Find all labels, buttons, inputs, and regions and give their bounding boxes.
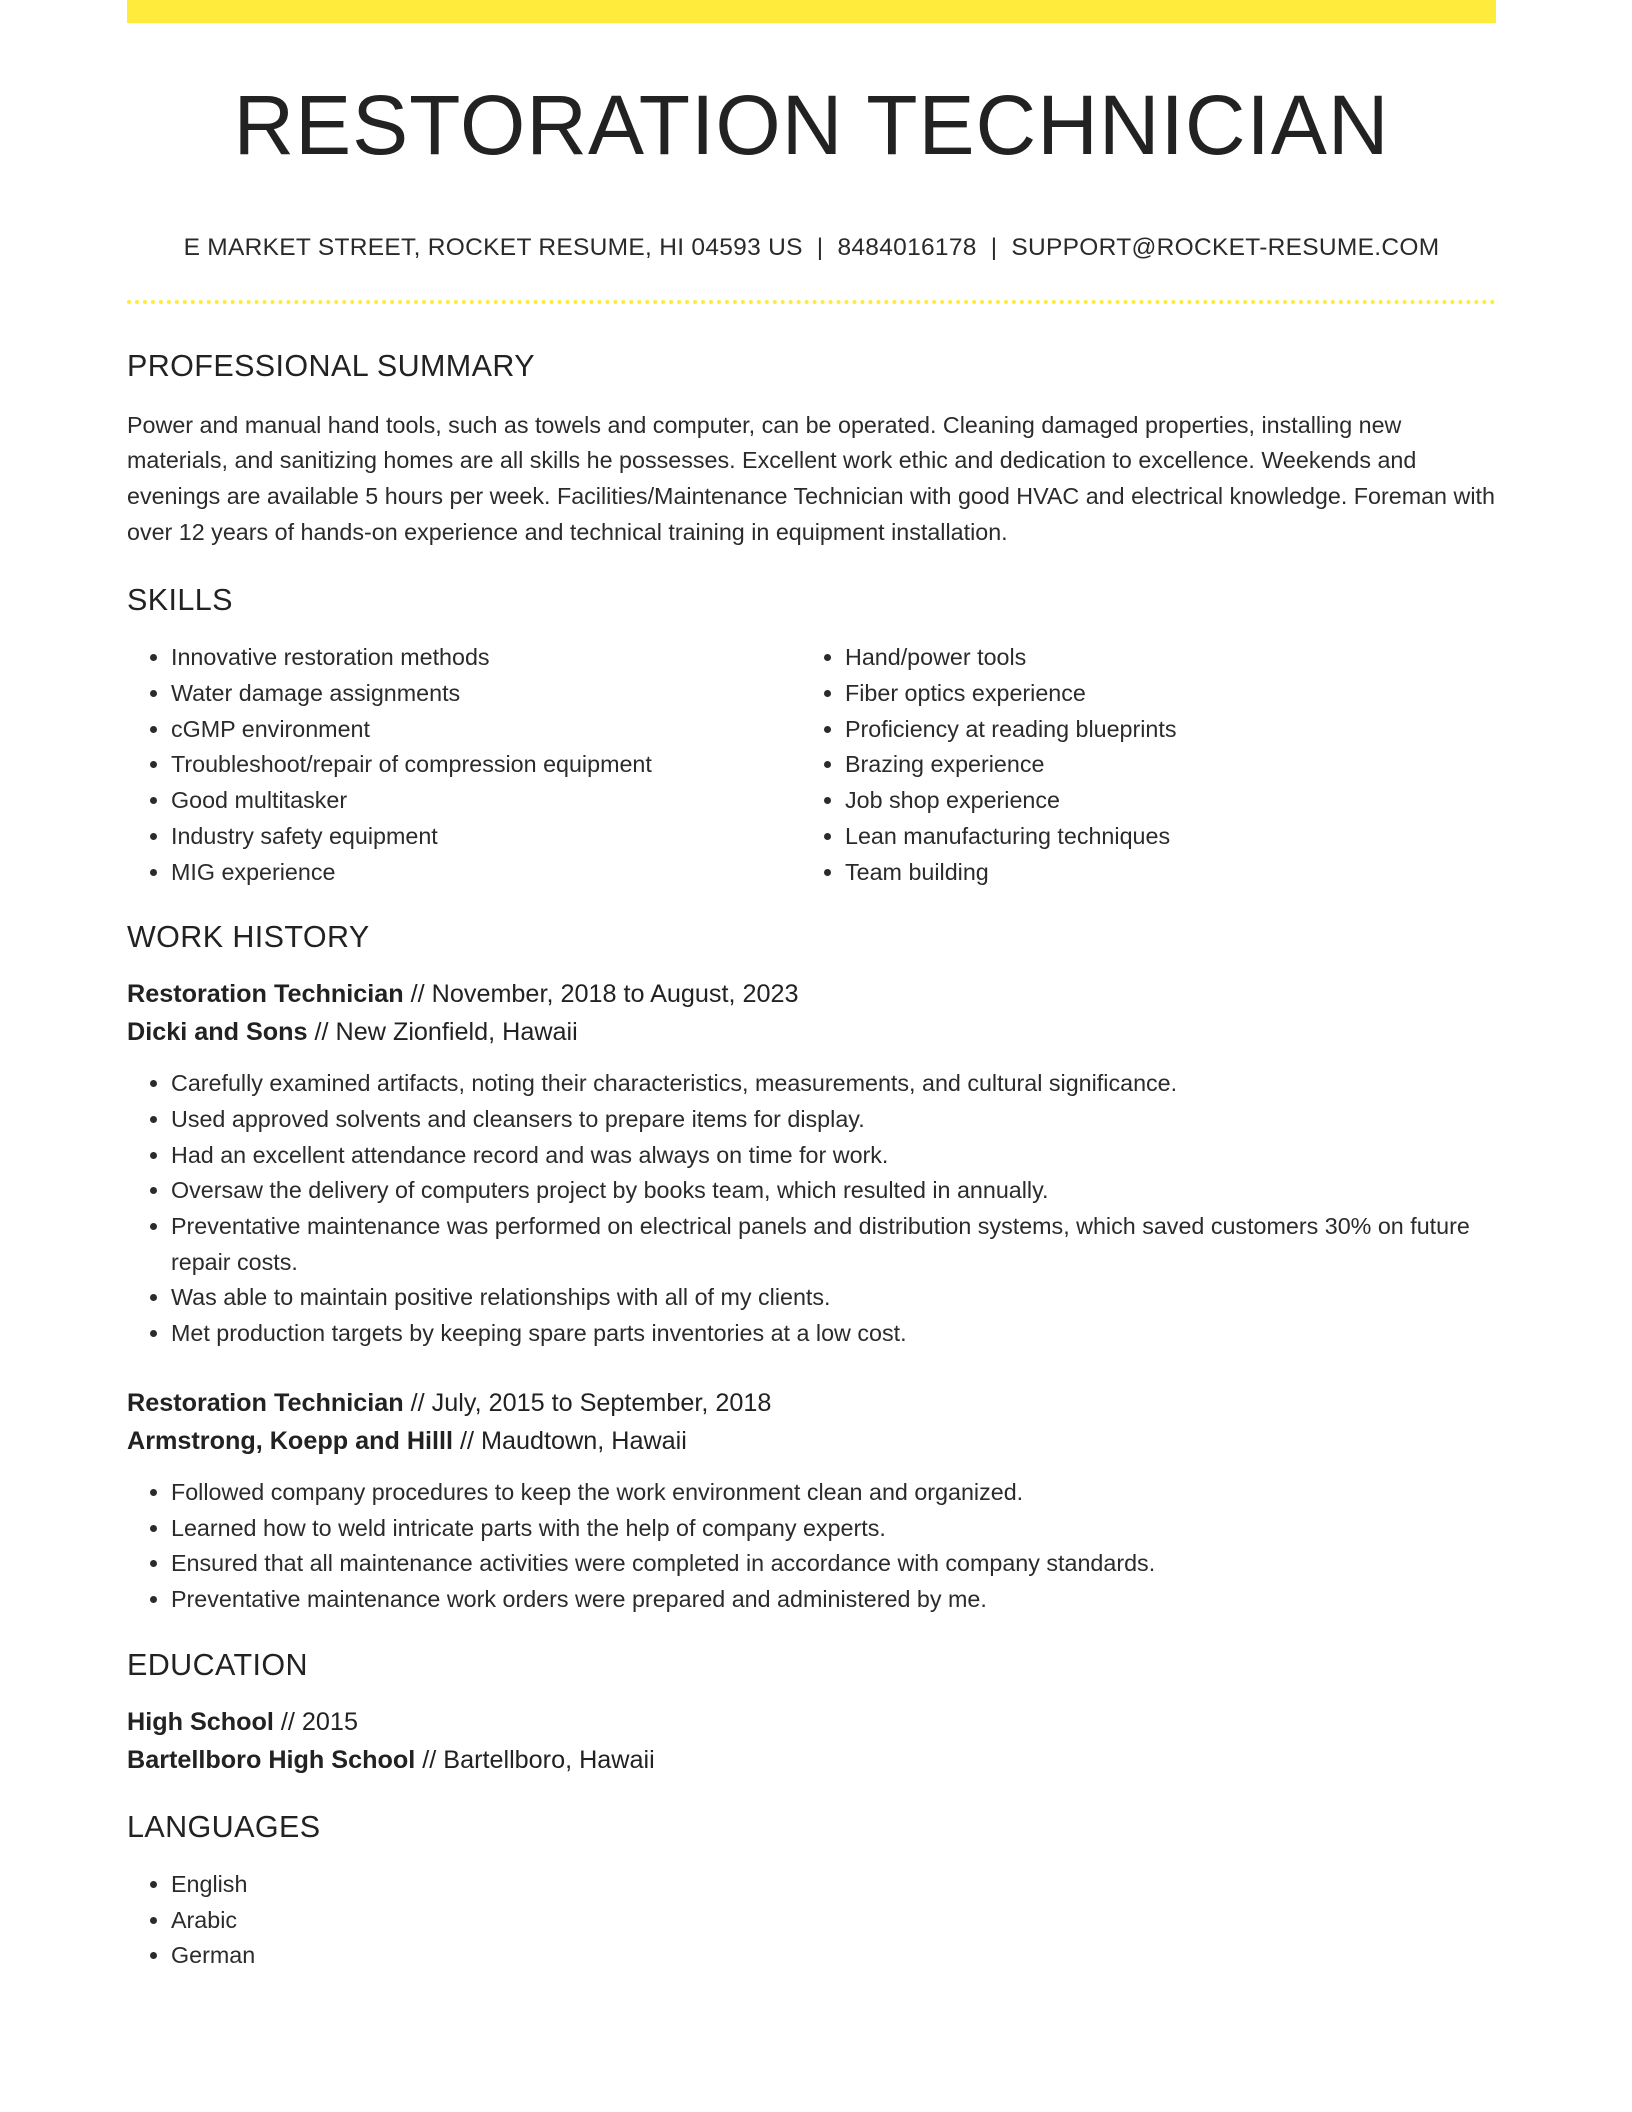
education-school-line [127, 1741, 1496, 1779]
job-role-line [127, 1384, 1496, 1422]
education-heading: EDUCATION [127, 1647, 308, 1682]
job-duty: • Carefully examined artifacts, noting their characteristics, measurements, and cultural significance. [171, 1066, 1496, 1102]
contact-separator: | [990, 234, 998, 261]
job-company: Dicki and Sons [127, 1018, 308, 1047]
job-company-line [127, 1013, 1496, 1051]
job-duty: • Oversaw the delivery of computers project by books team, which resulted in annually. [171, 1173, 1496, 1209]
skills-column-left [127, 640, 801, 891]
skill-item: • Fiber optics experience [845, 676, 1475, 712]
job-duty: • Had an excellent attendance record and was always on time for work. [171, 1138, 1496, 1174]
contact-address: E MARKET STREET, ROCKET RESUME, HI 04593 US [183, 234, 803, 261]
skill-item: • Brazing experience [845, 747, 1475, 783]
skills-list [127, 640, 1496, 891]
education-location: // Bartellboro, Hawaii [415, 1746, 655, 1775]
resume-title: RESTORATION TECHNICIAN [233, 78, 1390, 172]
language-item: • German [171, 1938, 1496, 1974]
skill-item: • Team building [845, 855, 1475, 891]
job-duty: • Was able to maintain positive relationships with all of my clients. [171, 1280, 1496, 1316]
job-duties-list [127, 1475, 1496, 1618]
skill-item: • Lean manufacturing techniques [845, 819, 1475, 855]
job-dates: // July, 2015 to September, 2018 [403, 1388, 772, 1417]
job-duty: • Used approved solvents and cleansers to prepare items for display. [171, 1102, 1496, 1138]
skill-item: • MIG experience [171, 855, 801, 891]
job-role: Restoration Technician [127, 980, 404, 1009]
skill-item: • Hand/power tools [845, 640, 1475, 676]
education-entry [127, 1703, 1496, 1779]
education-degree-line [127, 1703, 1496, 1741]
contact-phone: 8484016178 [837, 234, 977, 261]
job-company-line [127, 1422, 1496, 1460]
languages-heading: LANGUAGES [127, 1810, 321, 1845]
language-item: • Arabic [171, 1903, 1496, 1939]
contact-line [127, 234, 1496, 262]
education-degree: High School [127, 1708, 274, 1737]
skill-item: • Troubleshoot/repair of compression equipment [171, 747, 801, 783]
skill-item: • Innovative restoration methods [171, 640, 801, 676]
job-duty: • Learned how to weld intricate parts with the help of company experts. [171, 1511, 1496, 1547]
job-role-line [127, 975, 1496, 1013]
language-item: • English [171, 1867, 1496, 1903]
education-school: Bartellboro High School [127, 1746, 416, 1775]
summary-heading: PROFESSIONAL SUMMARY [127, 349, 535, 383]
resume-page [127, 0, 1496, 1974]
contact-separator: | [816, 234, 824, 261]
contact-email: SUPPORT@ROCKET-RESUME.COM [1011, 234, 1440, 261]
skills-heading: SKILLS [127, 583, 233, 618]
job-header [127, 975, 1496, 1051]
job-dates: // November, 2018 to August, 2023 [403, 980, 799, 1009]
job-header [127, 1384, 1496, 1460]
dotted-divider [127, 300, 1496, 304]
skill-item: • Proficiency at reading blueprints [845, 712, 1475, 748]
job-duty: • Followed company procedures to keep the work environment clean and organized. [171, 1475, 1496, 1511]
job-duty: • Preventative maintenance work orders were prepared and administered by me. [171, 1582, 1496, 1618]
skills-column-right [801, 640, 1475, 891]
work-history-heading: WORK HISTORY [127, 919, 370, 954]
job-location: // New Zionfield, Hawaii [307, 1018, 578, 1047]
languages-list [127, 1867, 1496, 1974]
education-year: // 2015 [273, 1708, 358, 1737]
summary-text: Power and manual hand tools, such as towels and computer, can be operated. Cleaning damaged properties, installing new materials, and sanitizing homes are all skills he possesses. Excellent work ethic and dedication to excellence. Weekends and evenings are available 5 hours per week. Facilities/Maintenance Technician with good HVAC and electrical knowledge. Foreman with over 12 years of hands-on experience and technical training in equipment installation. [127, 411, 1495, 545]
accent-top-bar [127, 0, 1496, 23]
skill-item: • Industry safety equipment [171, 819, 801, 855]
job-duties-list [127, 1066, 1496, 1352]
skill-item: • cGMP environment [171, 712, 801, 748]
job-location: // Maudtown, Hawaii [453, 1426, 687, 1455]
job-duty: • Met production targets by keeping spare parts inventories at a low cost. [171, 1316, 1496, 1352]
skill-item: • Good multitasker [171, 783, 801, 819]
skill-item: • Water damage assignments [171, 676, 801, 712]
job-company: Armstrong, Koepp and Hilll [127, 1426, 454, 1455]
job-role: Restoration Technician [127, 1388, 404, 1417]
job-duty: • Preventative maintenance was performed on electrical panels and distribution systems, which saved customers 30% on future repair costs. [171, 1209, 1496, 1280]
skill-item: • Job shop experience [845, 783, 1475, 819]
job-duty: • Ensured that all maintenance activities were completed in accordance with company standards. [171, 1546, 1496, 1582]
